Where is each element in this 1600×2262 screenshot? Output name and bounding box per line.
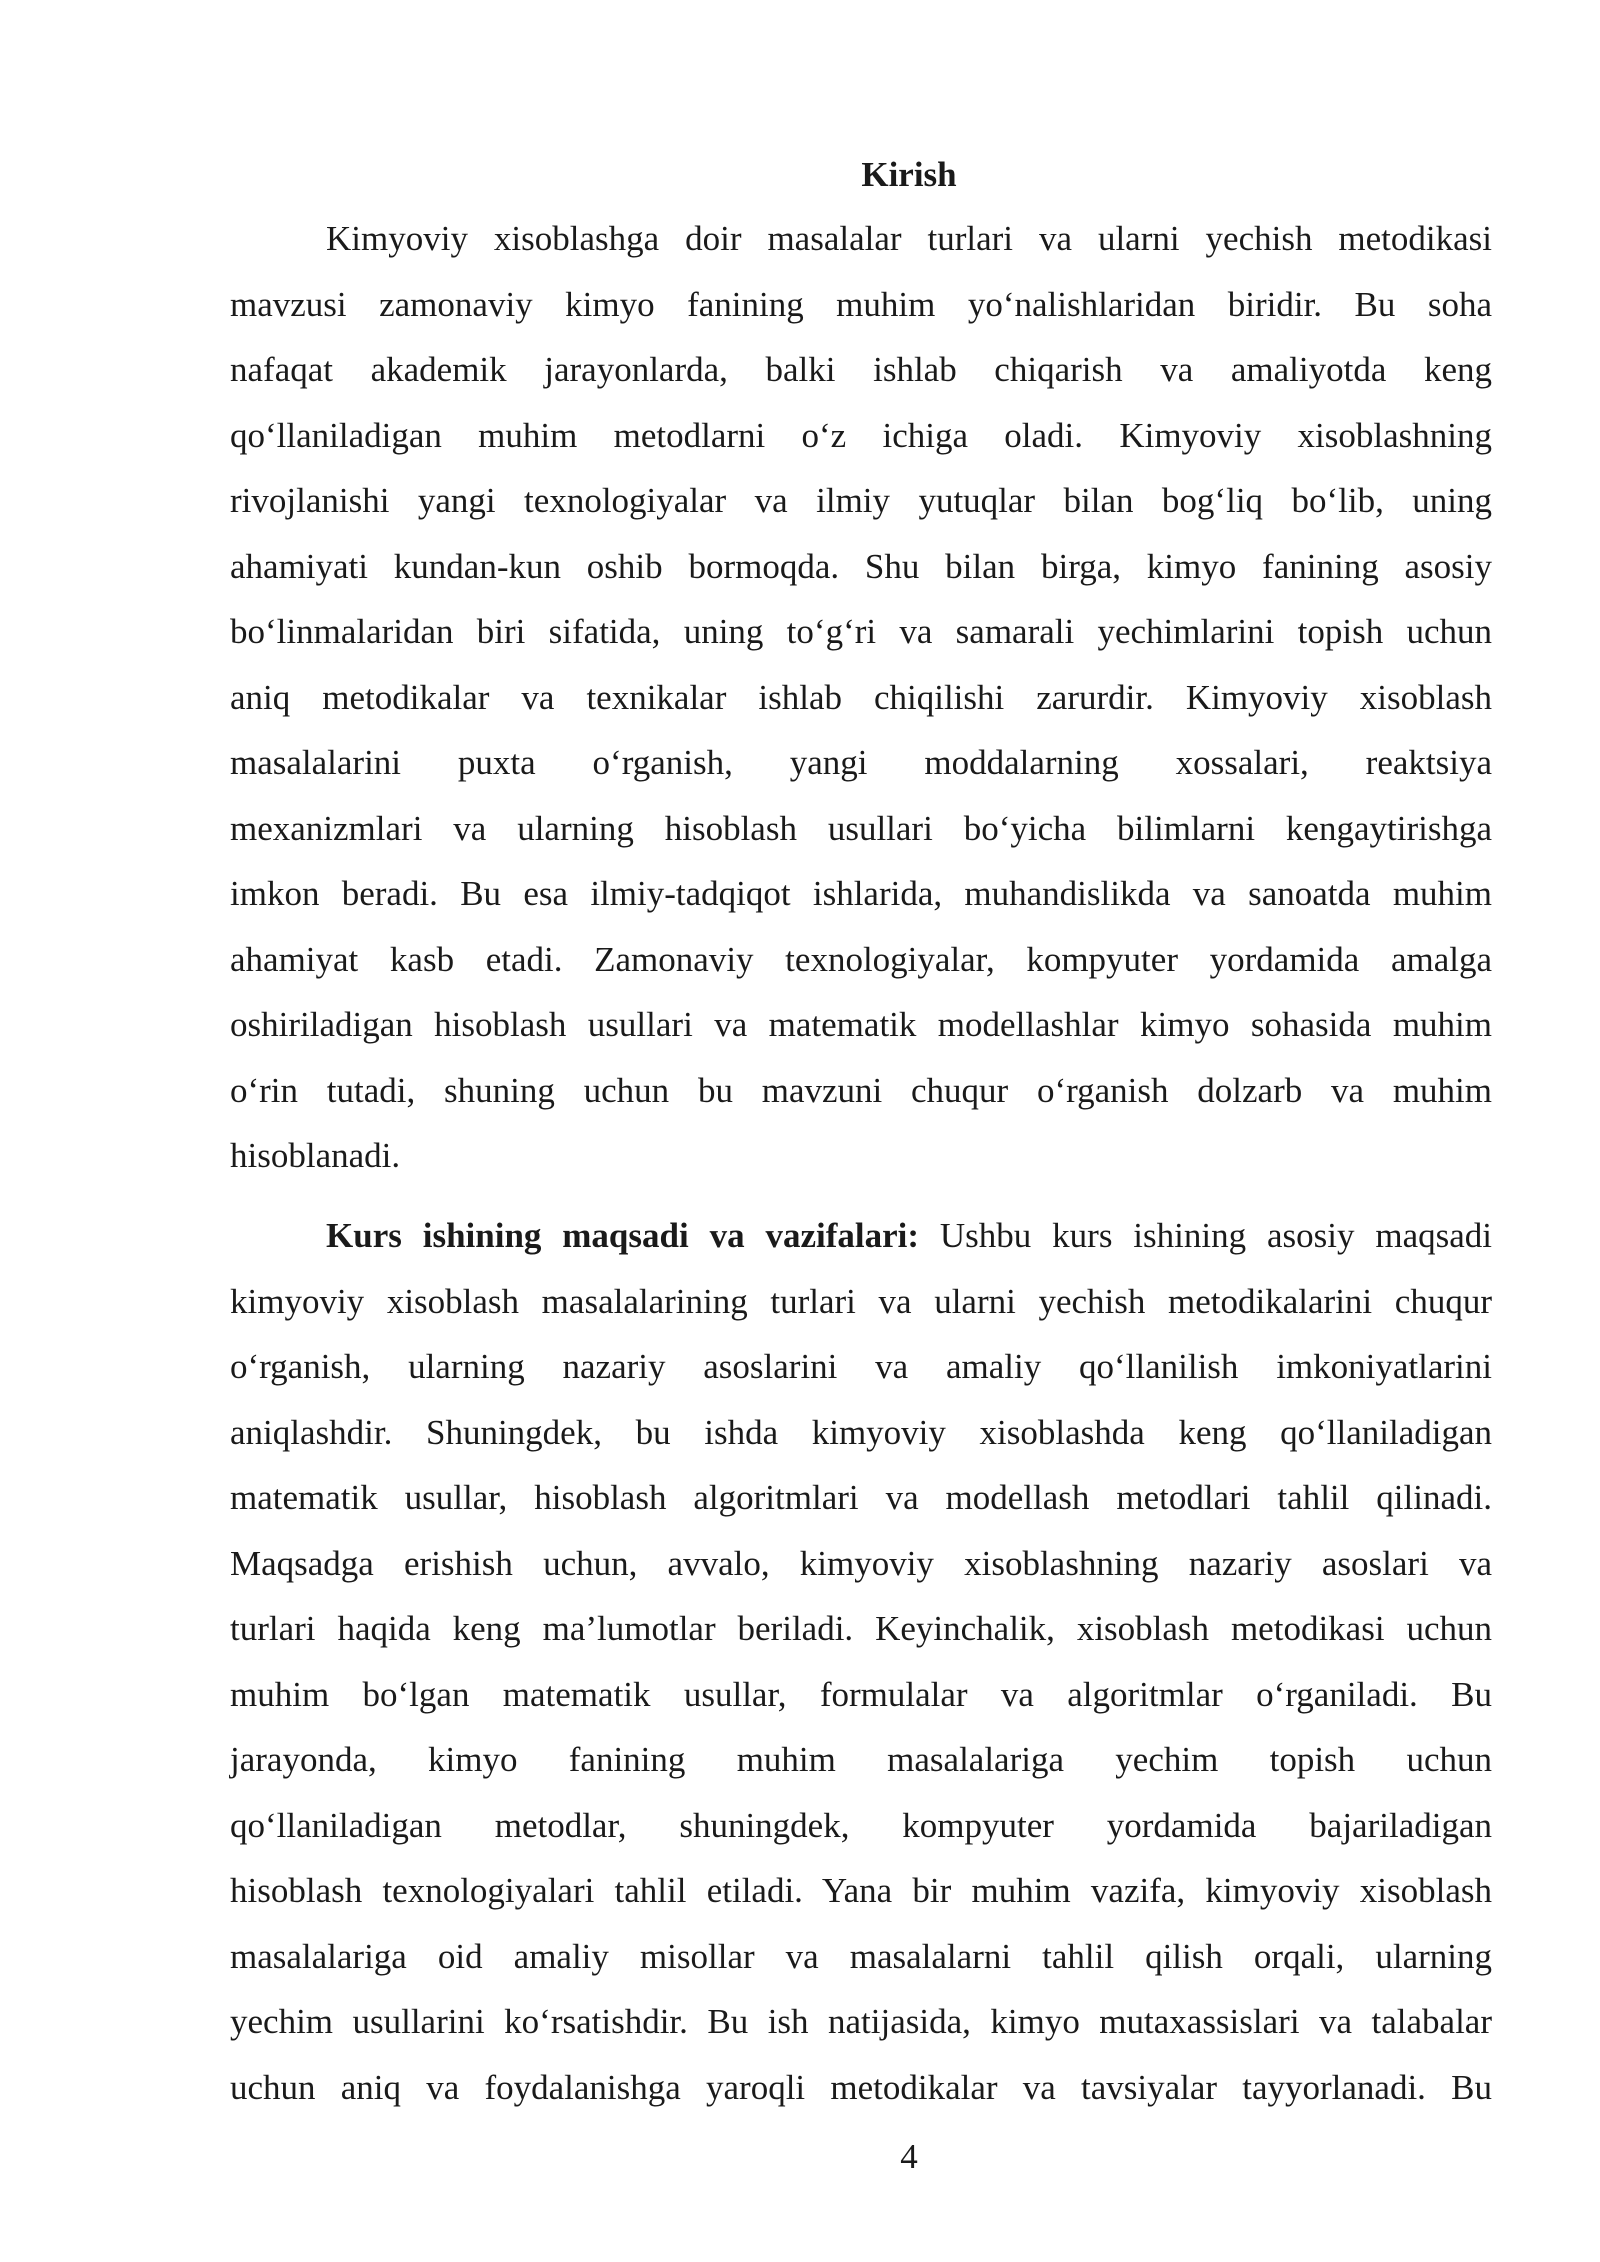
paragraph-line: muhim bo‘lgan matematik usullar, formulalar va algoritmlar o‘rganiladi. Bu <box>230 1674 1492 1714</box>
paragraph-line: aniqlashdir. Shuningdek, bu ishda kimyoviy xisoblashda keng qo‘llaniladigan <box>230 1412 1492 1452</box>
paragraph-line: matematik usullar, hisoblash algoritmlari va modellash metodlari tahlil qilinadi. <box>230 1478 1492 1517</box>
goals-first-line-text: Ushbu kurs ishining asosiy maqsadi <box>919 1216 1492 1255</box>
paragraph-line: uchun aniq va foydalanishga yaroqli metodikalar va tavsiyalar tayyorlanadi. Bu <box>230 2067 1492 2107</box>
goals-lead-label: Kurs ishining maqsadi va vazifalari: <box>326 1216 920 1255</box>
paragraph-line: nafaqat akademik jarayonlarda, balki ishlab chiqarish va amaliyotda keng <box>230 350 1492 389</box>
paragraph-line: hisoblash texnologiyalari tahlil etiladi. Yana bir muhim vazifa, kimyoviy xisoblash <box>230 1871 1492 1910</box>
paragraph-line: o‘rin tutadi, shuning uchun bu mavzuni chuqur o‘rganish dolzarb va muhim <box>230 1070 1492 1110</box>
goals-paragraph <box>230 1203 1492 2120</box>
paragraph-line: turlari haqida keng ma’lumotlar beriladi. Keyinchalik, xisoblash metodikasi uchun <box>230 1609 1492 1648</box>
paragraph-line: mexanizmlari va ularning hisoblash usullari bo‘yicha bilimlarni kengaytirishga <box>230 808 1492 848</box>
page-number: 4 <box>900 2137 918 2176</box>
paragraph-line: hisoblanadi. <box>230 1136 401 1175</box>
paragraph-line: masalalarini puxta o‘rganish, yangi moddalarning xossalari, reaktsiya <box>230 743 1492 782</box>
intro-paragraph <box>230 206 1492 1189</box>
paragraph-line: yechim usullarini ko‘rsatishdir. Bu ish natijasida, kimyo mutaxassislari va talabalar <box>230 2002 1492 2041</box>
paragraph-line: aniq metodikalar va texnikalar ishlab chiqilishi zarurdir. Kimyoviy xisoblash <box>230 677 1492 717</box>
paragraph-line: ahamiyati kundan-kun oshib bormoqda. Shu bilan birga, kimyo fanining asosiy <box>230 546 1492 586</box>
paragraph-first-line <box>230 1203 1492 1269</box>
paragraph-line: kimyoviy xisoblash masalalarining turlari va ularni yechish metodikalarini chuqur <box>230 1281 1492 1321</box>
paragraph-line: oshiriladigan hisoblash usullari va matematik modellashlar kimyo sohasida muhim <box>230 1005 1492 1044</box>
paragraph-line: ahamiyat kasb etadi. Zamonaviy texnologiyalar, kompyuter yordamida amalga <box>230 939 1492 979</box>
paragraph-line: imkon beradi. Bu esa ilmiy-tadqiqot ishlarida, muhandislikda va sanoatda muhim <box>230 874 1492 913</box>
paragraph-line: Maqsadga erishish uchun, avvalo, kimyoviy xisoblashning nazariy asoslari va <box>230 1543 1492 1583</box>
paragraph-line: qo‘llaniladigan metodlar, shuningdek, kompyuter yordamida bajariladigan <box>230 1805 1492 1845</box>
paragraph-line: Kimyoviy xisoblashga doir masalalar turlari va ularni yechish metodikasi <box>326 219 1492 258</box>
paragraph-line: mavzusi zamonaviy kimyo fanining muhim yo‘nalishlaridan biridir. Bu soha <box>230 284 1492 324</box>
paragraph-line: rivojlanishi yangi texnologiyalar va ilmiy yutuqlar bilan bog‘liq bo‘lib, uning <box>230 481 1492 520</box>
paragraph-line: jarayonda, kimyo fanining muhim masalalariga yechim topish uchun <box>230 1740 1492 1779</box>
paragraph-line: o‘rganish, ularning nazariy asoslarini va amaliy qo‘llanilish imkoniyatlarini <box>230 1347 1492 1386</box>
paragraph-line: masalalariga oid amaliy misollar va masalalarni tahlil qilish orqali, ularning <box>230 1936 1492 1976</box>
section-heading: Kirish <box>861 155 957 194</box>
paragraph-line: qo‘llaniladigan muhim metodlarni o‘z ichiga oladi. Kimyoviy xisoblashning <box>230 415 1492 455</box>
paragraph-line: bo‘linmalaridan biri sifatida, uning to‘g‘ri va samarali yechimlarini topish uchun <box>230 612 1492 651</box>
